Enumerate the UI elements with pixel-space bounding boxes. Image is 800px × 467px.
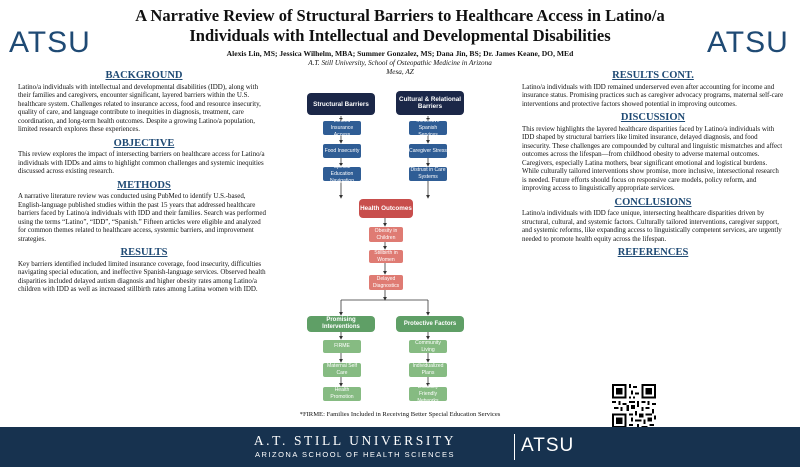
background-text: Latino/a individuals with intellectual and developmental disabilities (IDD), along with their families and caregivers, encounter significant, layered barriers within the U.S. healthcare system. Challenges related to insurance access, food and resource insecurity, quality of care, and language contribute to inequities in diagnosis, treatment, care coordination, and long-term health outcomes. Despite a growing Latino/a population, limited research explores these experiences. xyxy=(18,82,261,133)
footer-banner xyxy=(0,427,800,467)
individualized-plans-box: Individualized Plans xyxy=(409,363,447,377)
community-living-box: Community Living xyxy=(409,340,447,353)
conclusions-text: Latino/a individuals with IDD face unique, intersecting healthcare disparities driven by structural, cultural, and systemic factors. Culturally tailored interventions, caregiver support, and systemic reforms, like expanding access to linguistically competent services, are urgently needed to promote health equity across the lifespan. xyxy=(522,209,782,243)
special-education-box: Special Education Navigation xyxy=(323,167,361,181)
discussion-text: This review highlights the layered healthcare disparities faced by Latino/a individuals with IDD shaped by structural barriers like limited insurance, delayed diagnosis, and food insecurity. These challenges are compounded by cultural and linguistic mismatches and affect outcomes across the lifespan—from childhood obesity to adverse maternal outcomes. Caregivers, especially Latina mothers, bear significant emotional and logistical burdens. While culturally tailored interventions show promise, more inclusive, intersectional research is needed. Future efforts should focus on responsive care models, policy reform, and improving access to linguistically appropriate services. xyxy=(522,124,783,192)
obesity-box: Obesity in Children xyxy=(369,227,403,242)
results-text: Key barriers identified included limited insurance coverage, food insecurity, difficulties navigating special education, and ineffective Spanish-language services. Observed health disparities included delayed autism diagnosis and higher obesity rates among Latino/a children with IDD as well as increased stillbirth rates among Latina women with IDD. xyxy=(18,259,266,293)
methods-text: A narrative literature review was conducted using PubMed to identify U.S.-based, English-language published studies within the past 15 years that addressed healthcare barriers faced by Latino/a individuals with IDD and their families. Search was performed using the terms “Latino”, “IDD”, “Spanish.” Fifteen articles were eligible and analyzed for common themes related to healthcare access, systemic barriers, and improvement strategies. xyxy=(18,192,266,243)
affiliation: A.T. Still University, School of Osteopathic Medicine in Arizona xyxy=(308,59,492,67)
firme-footnote: *FIRME: Families Included in Receiving Better Special Education Services xyxy=(299,411,501,418)
references-heading[interactable]: REFERENCES xyxy=(617,247,689,258)
right-column xyxy=(522,72,784,260)
atsu-logo-right: ATSU xyxy=(707,26,789,59)
results-cont-text: Latino/a individuals with IDD remained underserved even after accounting for income and insurance status. Promising practices such as caregiver advocacy programs, maternal self-care interventions and protective factors showed potential in improving outcomes. xyxy=(522,82,784,108)
background-heading: BACKGROUND xyxy=(105,70,183,81)
maternal-self-care-box: Maternal Self Care xyxy=(323,363,361,377)
promising-interventions-box: Promising Interventions xyxy=(307,316,375,332)
delayed-diagnostics-box: Delayed Diagnostics xyxy=(369,275,403,290)
spanish-services-box: Ineffective Spanish Services xyxy=(409,121,447,135)
caregiver-stress-box: Caregiver Stress xyxy=(409,144,447,158)
stillbirth-box: Stillbirth in Women xyxy=(369,250,403,263)
objective-text: This review explores the impact of intersecting barriers on healthcare access for Latino/a individuals with IDDs and aims to highlight common challenges and systemic inequities discussed across existing research. xyxy=(18,150,265,175)
footer-divider xyxy=(514,434,515,460)
left-column xyxy=(18,72,270,294)
objective-heading: OBJECTIVE xyxy=(113,137,175,149)
university-name: A.T. STILL UNIVERSITY xyxy=(253,433,457,448)
methods-heading: METHODS xyxy=(117,179,171,191)
barriers-flow-diagram xyxy=(300,88,512,410)
cultural-barriers-box: Cultural & Relational Barriers xyxy=(396,91,464,115)
school-name: ARIZONA SCHOOL OF HEALTH SCIENCES xyxy=(255,450,455,459)
food-insecurity-box: Food Insecurity xyxy=(323,144,361,158)
conclusions-heading: CONCLUSIONS xyxy=(614,196,692,208)
poster-title: A Narrative Review of Structural Barriers to Healthcare Access in Latino/a Individuals with Intellectual and Developmental Disabilities xyxy=(135,6,665,45)
limited-insurance-box: Limited Insurance Access xyxy=(323,121,361,135)
health-promotion-box: Health Promotion xyxy=(323,387,361,401)
authors: Alexis Lin, MS; Jessica Wilhelm, MBA; Summer Gonzalez, MS; Dana Jin, BS; Dr. James Keane, DO, MEd xyxy=(226,49,574,58)
protective-factors-box: Protective Factors xyxy=(396,316,464,332)
structural-barriers-box: Structural Barriers xyxy=(307,93,375,115)
location: Mesa, AZ xyxy=(386,68,414,76)
health-outcomes-box: Health Outcomes xyxy=(359,199,413,218)
disability-networks-box: Disability Friendly Networks xyxy=(409,387,447,401)
results-heading: RESULTS xyxy=(120,247,168,258)
results-cont-heading: RESULTS CONT. xyxy=(612,70,694,81)
footer-atsu-logo: ATSU xyxy=(521,435,575,456)
title-block xyxy=(110,6,690,76)
distrust-box: Distrust in Care Systems xyxy=(410,167,446,180)
atsu-logo-left: ATSU xyxy=(9,26,91,59)
references-qr-code[interactable] xyxy=(612,384,656,428)
firme-box: FIRME xyxy=(323,340,361,353)
discussion-heading: DISCUSSION xyxy=(620,112,686,123)
